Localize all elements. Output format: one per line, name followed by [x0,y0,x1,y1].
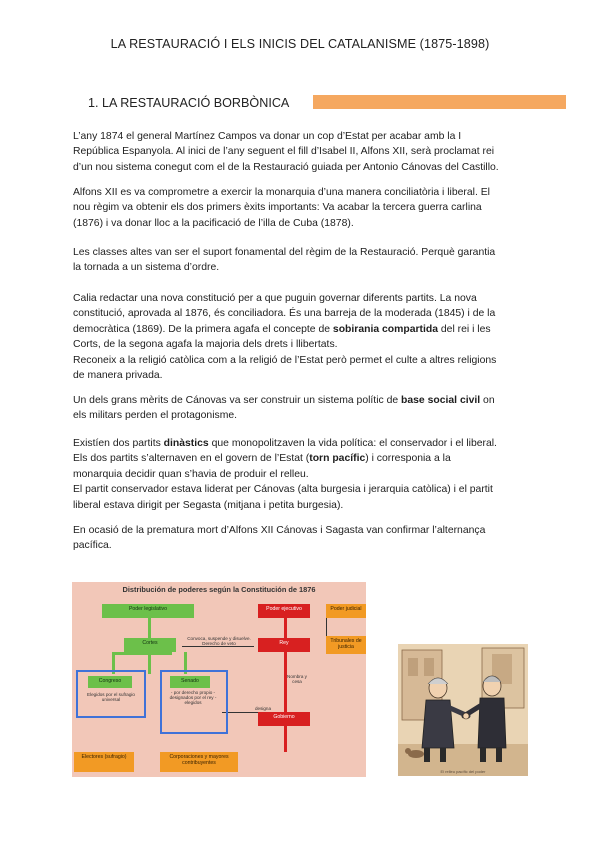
paragraph-line: Corts, de la segona agafa la majoria dels drets i llibertats. [73,339,338,351]
text-run: Els dos partits s’alternaven en el govern de l’Estat ( [73,453,310,465]
connector-line [284,652,287,752]
box-gobierno: Gobierno [258,712,310,726]
text-run: Existíen dos partits [73,438,164,449]
box-electores: Electores (sufragio) [74,752,134,772]
paragraph-line: constitució, aprovada al 1876, és conciliadora. És una barreja de la moderada (1845) i de la [73,308,496,320]
note-designa: designa [254,706,272,711]
box-tribunales: Tribunales de justicia [326,636,366,654]
box-congreso: Congreso [88,676,132,688]
caricature-illustration [398,644,528,776]
paragraph-line: Alfons XII es va comprometre a exercir la monarquia d’una manera conciliatòria i liberal. El [73,187,490,198]
paragraph-line: de manera privada. [73,370,163,382]
connector-line [326,618,327,636]
paragraph-3 [73,245,535,276]
text-run: ) i corresponia a la [365,453,451,465]
bold-term-dinastics: dinàstics [163,438,209,449]
paragraph-line: nou règim va obtenir els dos primers èxits importants: Va acabar la tercera guerra carlina [73,202,482,214]
paragraph-line: El partit conservador estava liderat per Cánovas (alta burgesia i jerarquia catòlica) i el partit [73,484,493,496]
paragraph-line: Les classes altes van ser el suport fonamental del règim de la Restauració. Perquè garantia [73,247,496,258]
paragraph-line: (1876) i va donar lloc a la pacificació de l’illa de Cuba (1878). [73,217,354,229]
diagram-title: Distribución de poderes según la Constitución de 1876 [122,585,316,594]
box-poder-ejecutivo: Poder ejecutivo [258,604,310,618]
paragraph-1 [73,129,535,175]
box-cortes: Cortes [124,638,176,652]
paragraph-line: L’any 1874 el general Martínez Campos va donar un cop d’Estat per acabar amb la I [73,131,462,142]
text-run: on [480,395,495,406]
connector-line [284,618,287,640]
bold-term-torn-pacific: torn pacífic [309,453,366,465]
paragraph-line: monarquia decidir quan s’havia de produir el relleu. [73,468,309,480]
box-corporaciones: Corporaciones y mayores contribuyentes [160,752,238,772]
caricature-drawing [398,644,528,776]
box-rey: Rey [258,638,310,652]
document-title: LA RESTAURACIÓ I ELS INICIS DEL CATALANISME (1875-1898) [110,37,490,51]
note-congreso: Elegidos por el sufragio universal [86,692,135,703]
paragraph-line: liberal estava dirigit per Segasta (mitjana i petita burgesia). [73,499,344,511]
paragraph-line [73,393,535,408]
paragraph-line: En ocasió de la prematura mort d’Alfons XII Cánovas i Sagasta van confirmar l’alternança [73,525,486,536]
connector-line [148,618,151,640]
text-run: del rei i les [438,323,491,335]
paragraph-5 [73,393,535,424]
paragraph-line: Calia redactar una nova constitució per a que puguin governar diferents partits. La nova [73,293,477,304]
text-run: que monopolitzaven la vida política: el conservador i el liberal. [208,438,497,449]
paragraph-line: la tornada a un sistema d’ordre. [73,262,220,274]
box-senado: Senado [170,676,210,688]
connector-line [112,652,172,655]
paragraph-line [73,451,535,466]
box-poder-judicial: Poder judicial [326,604,366,618]
paragraph-line: República Espanyola. Al inici de l’any seguent el fill d’Isabel II, Alfons XII, serà proclamat rei [73,146,495,158]
note-senado: - por derecho propio - designados por el rey - elegidos [169,690,217,706]
text-run: democràtica (1869). De la primera agafa el concepte de [73,323,333,335]
heading-accent-bar [313,95,566,109]
connector-line [148,652,151,674]
bold-term-base-social: base social civil [401,395,481,406]
text-run: Un dels grans mèrits de Cánovas va ser construir un sistema polític de [73,395,402,406]
paragraph-line: d’un nou sistema conegut com el de la Restauració guiada per Antonio Cánovas del Castillo. [73,161,499,173]
paragraph-7 [73,523,535,554]
box-poder-legislativo: Poder legislativo [102,604,194,618]
section-heading-label: 1. LA RESTAURACIÓ BORBÒNICA [88,96,293,110]
paragraph-line: Reconeix a la religió catòlica com a la religió de l’Estat però permet el culte a altres religions [73,354,497,366]
paragraph-line: pacífica. [73,540,112,552]
paragraph-2 [73,185,535,231]
paragraph-line [73,322,535,337]
paragraph-line: els militars perden el protagonisme. [73,410,238,422]
constitution-diagram [72,582,366,777]
paragraph-4 [73,291,535,383]
paragraph-line [73,436,535,451]
note-nombra: Nombra y cesa [287,674,307,685]
bold-term-sobirania: sobirania compartida [332,323,439,335]
note-convoca: Convoca, suspende y disuelve. Derecho de veto [187,636,251,647]
paragraph-6 [73,436,535,513]
caricature-caption: El relleu pacífic del poder [440,769,486,774]
section-heading [74,94,566,112]
